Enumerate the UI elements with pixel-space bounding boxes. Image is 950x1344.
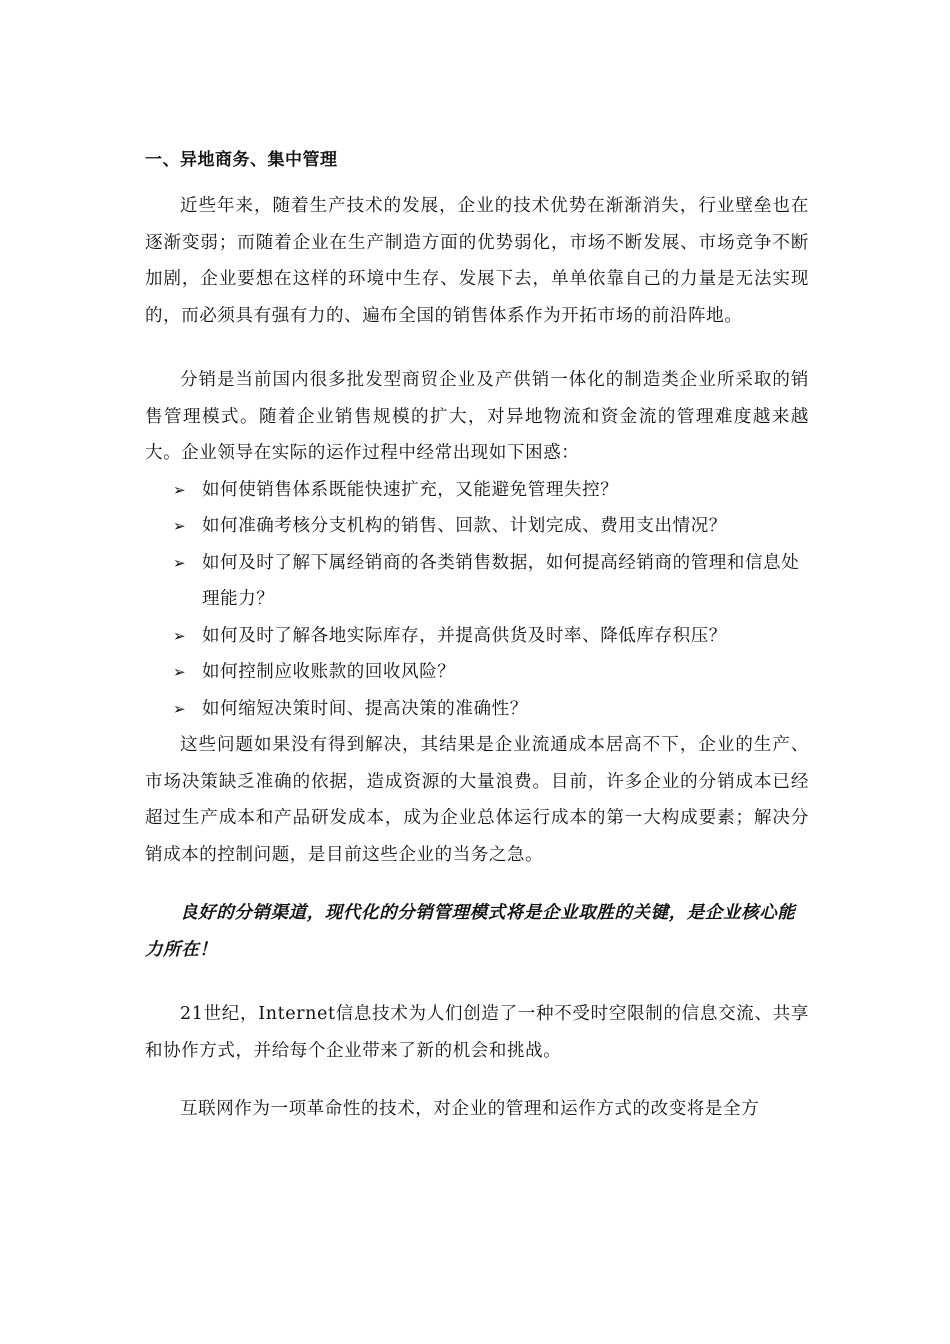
- list-item-text: 如何使销售体系既能快速扩充，又能避免管理失控？: [202, 479, 619, 500]
- list-item: [145, 545, 809, 618]
- paragraph-problems: 这些问题如果没有得到解决，其结果是企业流通成本居高不下，企业的生产、市场决策缺乏准确的依据，造成资源的大量浪费。目前，许多企业的分销成本已经超过生产成本和产品研发成本，成为企业总体运行成本的第一大构成要素；解决分销成本的控制问题，是目前这些企业的当务之急。: [145, 735, 809, 865]
- arrow-bullet-icon: ➢: [173, 663, 187, 681]
- list-item-text: 如何及时了解各地实际库存，并提高供货及时率、降低库存积压？: [202, 625, 727, 646]
- paragraph-distribution: 分销是当前国内很多批发型商贸企业及产供销一体化的制造类企业所采取的销售管理模式。随着企业销售规模的扩大，对异地物流和资金流的管理难度越来越大。企业领导在实际的运作过程中经常出现如下困惑：: [145, 370, 809, 463]
- paragraph-revolution: 互联网作为一项革命性的技术，对企业的管理和运作方式的改变将是全方: [180, 1099, 760, 1119]
- paragraph-gap: [145, 873, 809, 895]
- document-page: [145, 142, 809, 1128]
- list-item: [145, 654, 809, 691]
- section-heading: 一、异地商务、集中管理: [145, 150, 338, 170]
- list-item-text: 如何控制应收账款的回收风险？: [202, 662, 456, 682]
- list-item: [145, 508, 809, 545]
- list-item-text: 如何及时了解下属经销商的各类销售数据，如何提高经销商的管理和信息处理能力？: [202, 552, 800, 609]
- arrow-bullet-icon: ➢: [173, 553, 187, 572]
- list-item-text: 如何准确考核分支机构的销售、回款、计划完成、费用支出情况？: [202, 516, 727, 536]
- list-item-text: 如何缩短决策时间、提高决策的准确性？: [202, 698, 528, 719]
- emphasis-statement: 良好的分销渠道，现代化的分销管理模式将是企业取胜的关键，是企业核心能力所在！: [145, 903, 796, 960]
- paragraph-intro: 近些年来，随着生产技术的发展，企业的技术优势在渐渐消失，行业壁垒也在逐渐变弱；而随着企业在生产制造方面的优势弱化，市场不断发展、市场竞争不断加剧，企业要想在这样的环境中生存、发展下去，单单依靠自己的力量是无法实现的，而必须具有强有力的、遍布全国的销售体系作为开拓市场的前沿阵地。: [145, 196, 809, 326]
- arrow-bullet-icon: ➢: [173, 626, 187, 645]
- arrow-bullet-icon: ➢: [173, 517, 187, 535]
- list-item: [145, 472, 809, 509]
- paragraph-gap: [145, 968, 809, 996]
- question-list: [145, 472, 809, 728]
- arrow-bullet-icon: ➢: [173, 699, 187, 718]
- list-item: [145, 691, 809, 728]
- arrow-bullet-icon: ➢: [173, 480, 187, 499]
- paragraph-gap: [145, 334, 809, 362]
- paragraph-internet: 21世纪，Internet信息技术为人们创造了一种不受时空限制的信息交流、共享和协作方式，并给每个企业带来了新的机会和挑战。: [145, 1004, 809, 1061]
- paragraph-gap: [145, 1069, 809, 1091]
- list-item: [145, 618, 809, 655]
